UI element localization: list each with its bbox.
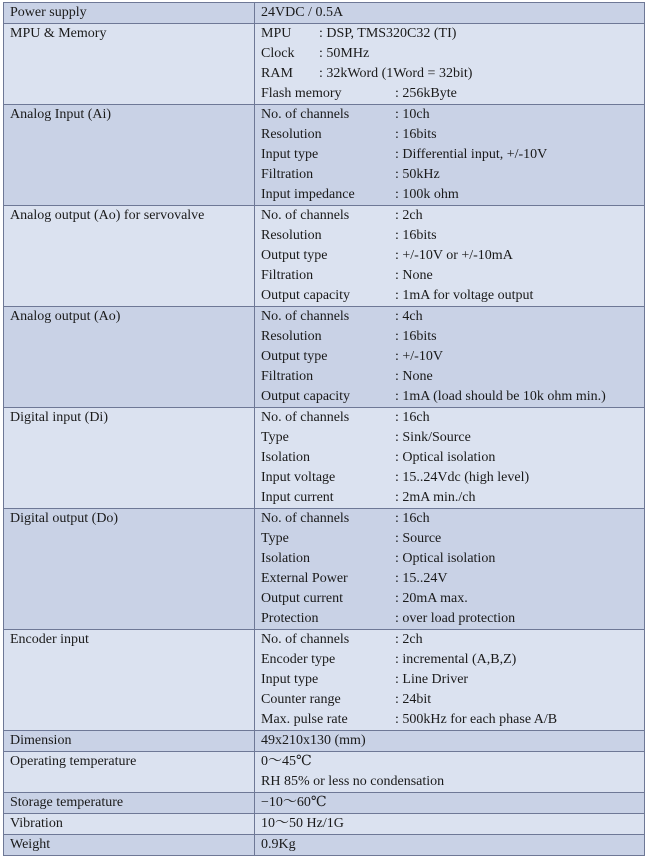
spec-field-key: Filtration bbox=[261, 167, 314, 182]
spec-field-value: : 50kHz bbox=[395, 167, 440, 182]
spec-field-value: : 500kHz for each phase A/B bbox=[395, 712, 558, 727]
spec-field-value: : +/-10V bbox=[395, 349, 443, 364]
spec-field-key: Input impedance bbox=[261, 187, 355, 202]
spec-label: Operating temperature bbox=[4, 752, 255, 793]
spec-field bbox=[261, 327, 644, 347]
spec-field-value: : 2mA min./ch bbox=[395, 490, 476, 505]
spec-field bbox=[261, 589, 644, 609]
spec-field-key: No. of channels bbox=[261, 632, 350, 647]
spec-field-value: : None bbox=[395, 268, 433, 283]
spec-table-body bbox=[4, 3, 645, 856]
spec-field bbox=[261, 307, 644, 327]
spec-value bbox=[255, 509, 645, 630]
spec-field-key: Filtration bbox=[261, 369, 314, 384]
spec-label: Analog output (Ao) for servovalve bbox=[4, 206, 255, 307]
spec-field bbox=[261, 630, 644, 650]
spec-field bbox=[261, 246, 644, 266]
spec-field-value: : Optical isolation bbox=[395, 551, 496, 566]
spec-label: Digital output (Do) bbox=[4, 509, 255, 630]
spec-row-encoder-input bbox=[4, 630, 645, 731]
spec-label: Power supply bbox=[4, 3, 255, 24]
spec-field bbox=[261, 64, 644, 84]
spec-field-value: : 50MHz bbox=[319, 46, 370, 61]
spec-field bbox=[261, 105, 644, 125]
spec-label: Analog Input (Ai) bbox=[4, 105, 255, 206]
spec-field bbox=[261, 206, 644, 226]
spec-label: Encoder input bbox=[4, 630, 255, 731]
spec-field-value: : Line Driver bbox=[395, 672, 469, 687]
spec-field bbox=[261, 509, 644, 529]
spec-field bbox=[261, 690, 644, 710]
spec-field bbox=[261, 448, 644, 468]
spec-value bbox=[255, 630, 645, 731]
spec-field-value: : 100k ohm bbox=[395, 187, 459, 202]
spec-field-value: : 2ch bbox=[395, 208, 423, 223]
spec-field-value: : 20mA max. bbox=[395, 591, 468, 606]
spec-field-value: : +/-10V or +/-10mA bbox=[395, 248, 513, 263]
spec-value-line: 24VDC / 0.5A bbox=[261, 5, 344, 20]
spec-value-line: 49x210x130 (mm) bbox=[261, 733, 366, 748]
spec-label: Analog output (Ao) bbox=[4, 307, 255, 408]
spec-row-storage-temperature bbox=[4, 793, 645, 814]
spec-field-key: Flash memory bbox=[261, 86, 342, 101]
spec-field bbox=[261, 286, 644, 306]
spec-field-key: Isolation bbox=[261, 450, 310, 465]
spec-field-value: : 16ch bbox=[395, 511, 430, 526]
spec-row-vibration bbox=[4, 814, 645, 835]
spec-value-line: RH 85% or less no condensation bbox=[261, 774, 445, 789]
spec-value-line: 0～45℃ bbox=[261, 754, 312, 769]
spec-field-key: Counter range bbox=[261, 692, 341, 707]
spec-label: Dimension bbox=[4, 731, 255, 752]
spec-field-key: Type bbox=[261, 430, 289, 445]
spec-field-value: : 10ch bbox=[395, 107, 430, 122]
spec-field bbox=[261, 185, 644, 205]
spec-value bbox=[255, 24, 645, 105]
spec-row-analog-input-ai bbox=[4, 105, 645, 206]
spec-value bbox=[255, 105, 645, 206]
spec-value bbox=[255, 307, 645, 408]
spec-field-key: No. of channels bbox=[261, 511, 350, 526]
spec-field-value: : Optical isolation bbox=[395, 450, 496, 465]
spec-field bbox=[261, 549, 644, 569]
spec-field-value: : DSP, TMS320C32 (TI) bbox=[319, 26, 457, 41]
spec-row-mpu-memory bbox=[4, 24, 645, 105]
spec-field-value: : 2ch bbox=[395, 632, 423, 647]
spec-value-line: 0.9Kg bbox=[261, 837, 296, 852]
spec-value-line: −10～60℃ bbox=[261, 795, 327, 810]
spec-field-value: : 32kWord (1Word = 32bit) bbox=[319, 66, 473, 81]
spec-field bbox=[261, 710, 644, 730]
spec-field-key: No. of channels bbox=[261, 208, 350, 223]
spec-field bbox=[261, 488, 644, 508]
spec-label: Storage temperature bbox=[4, 793, 255, 814]
spec-field bbox=[261, 387, 644, 407]
spec-value bbox=[255, 408, 645, 509]
spec-value bbox=[255, 752, 645, 793]
spec-field-value: : Differential input, +/-10V bbox=[395, 147, 548, 162]
spec-field-value: : 1mA for voltage output bbox=[395, 288, 534, 303]
spec-field-key: Isolation bbox=[261, 551, 310, 566]
spec-row-digital-output-do bbox=[4, 509, 645, 630]
spec-field bbox=[261, 670, 644, 690]
spec-field-value: : Source bbox=[395, 531, 442, 546]
spec-field-key: Resolution bbox=[261, 329, 322, 344]
spec-field bbox=[261, 226, 644, 246]
spec-field-key: Output current bbox=[261, 591, 344, 606]
spec-label: Vibration bbox=[4, 814, 255, 835]
spec-field-value: : None bbox=[395, 369, 433, 384]
spec-field-key: Output type bbox=[261, 349, 328, 364]
spec-field-value: : 15..24V bbox=[395, 571, 448, 586]
spec-field-key: Input current bbox=[261, 490, 334, 505]
spec-value bbox=[255, 731, 645, 752]
spec-field bbox=[261, 650, 644, 670]
spec-field bbox=[261, 408, 644, 428]
spec-field bbox=[261, 44, 644, 64]
spec-field-key: Output capacity bbox=[261, 389, 351, 404]
spec-value bbox=[255, 3, 645, 24]
spec-field-value: : 16bits bbox=[395, 228, 437, 243]
spec-field-value: : incremental (A,B,Z) bbox=[395, 652, 517, 667]
spec-value bbox=[255, 835, 645, 856]
spec-value bbox=[255, 206, 645, 307]
spec-field-key: Protection bbox=[261, 611, 319, 626]
spec-field-key: RAM bbox=[261, 66, 293, 81]
spec-field-key: Max. pulse rate bbox=[261, 712, 348, 727]
spec-field-key: Resolution bbox=[261, 228, 322, 243]
spec-table bbox=[3, 2, 645, 856]
spec-field-key: No. of channels bbox=[261, 309, 350, 324]
spec-field-value: : Sink/Source bbox=[395, 430, 471, 445]
spec-field-key: Clock bbox=[261, 46, 295, 61]
spec-field bbox=[261, 367, 644, 387]
spec-field-key: Output capacity bbox=[261, 288, 351, 303]
spec-field-key: Type bbox=[261, 531, 289, 546]
spec-field bbox=[261, 609, 644, 629]
spec-field-value: : 256kByte bbox=[395, 86, 457, 101]
spec-field-value: : over load protection bbox=[395, 611, 516, 626]
spec-value-line: 10～50 Hz/1G bbox=[261, 816, 344, 831]
spec-label: MPU & Memory bbox=[4, 24, 255, 105]
spec-field bbox=[261, 569, 644, 589]
spec-label: Digital input (Di) bbox=[4, 408, 255, 509]
spec-field-value: : 15..24Vdc (high level) bbox=[395, 470, 530, 485]
spec-field-key: Encoder type bbox=[261, 652, 336, 667]
spec-field bbox=[261, 145, 644, 165]
spec-field-value: : 24bit bbox=[395, 692, 432, 707]
spec-field-value: : 16bits bbox=[395, 329, 437, 344]
spec-field bbox=[261, 165, 644, 185]
spec-field bbox=[261, 347, 644, 367]
spec-field-key: Input voltage bbox=[261, 470, 336, 485]
spec-field-value: : 1mA (load should be 10k ohm min.) bbox=[395, 389, 606, 404]
spec-field bbox=[261, 266, 644, 286]
spec-row-operating-temperature bbox=[4, 752, 645, 793]
spec-field bbox=[261, 468, 644, 488]
spec-value bbox=[255, 814, 645, 835]
spec-row-analog-output-ao bbox=[4, 307, 645, 408]
spec-field-key: Output type bbox=[261, 248, 328, 263]
spec-field-key: Input type bbox=[261, 147, 319, 162]
spec-field-key: No. of channels bbox=[261, 107, 350, 122]
spec-row-digital-input-di bbox=[4, 408, 645, 509]
spec-field-key: MPU bbox=[261, 26, 292, 41]
spec-field bbox=[261, 428, 644, 448]
spec-field-value: : 16ch bbox=[395, 410, 430, 425]
spec-label: Weight bbox=[4, 835, 255, 856]
spec-row-power-supply bbox=[4, 3, 645, 24]
spec-field-key: Filtration bbox=[261, 268, 314, 283]
spec-field-key: External Power bbox=[261, 571, 348, 586]
spec-value bbox=[255, 793, 645, 814]
spec-field-value: : 16bits bbox=[395, 127, 437, 142]
spec-field-key: Input type bbox=[261, 672, 319, 687]
spec-field bbox=[261, 84, 644, 104]
spec-field-key: No. of channels bbox=[261, 410, 350, 425]
spec-field-value: : 4ch bbox=[395, 309, 423, 324]
spec-row-analog-output-ao-for-servovalve bbox=[4, 206, 645, 307]
spec-field bbox=[261, 125, 644, 145]
spec-field bbox=[261, 529, 644, 549]
spec-row-weight bbox=[4, 835, 645, 856]
spec-row-dimension bbox=[4, 731, 645, 752]
spec-field-key: Resolution bbox=[261, 127, 322, 142]
spec-field bbox=[261, 24, 644, 44]
